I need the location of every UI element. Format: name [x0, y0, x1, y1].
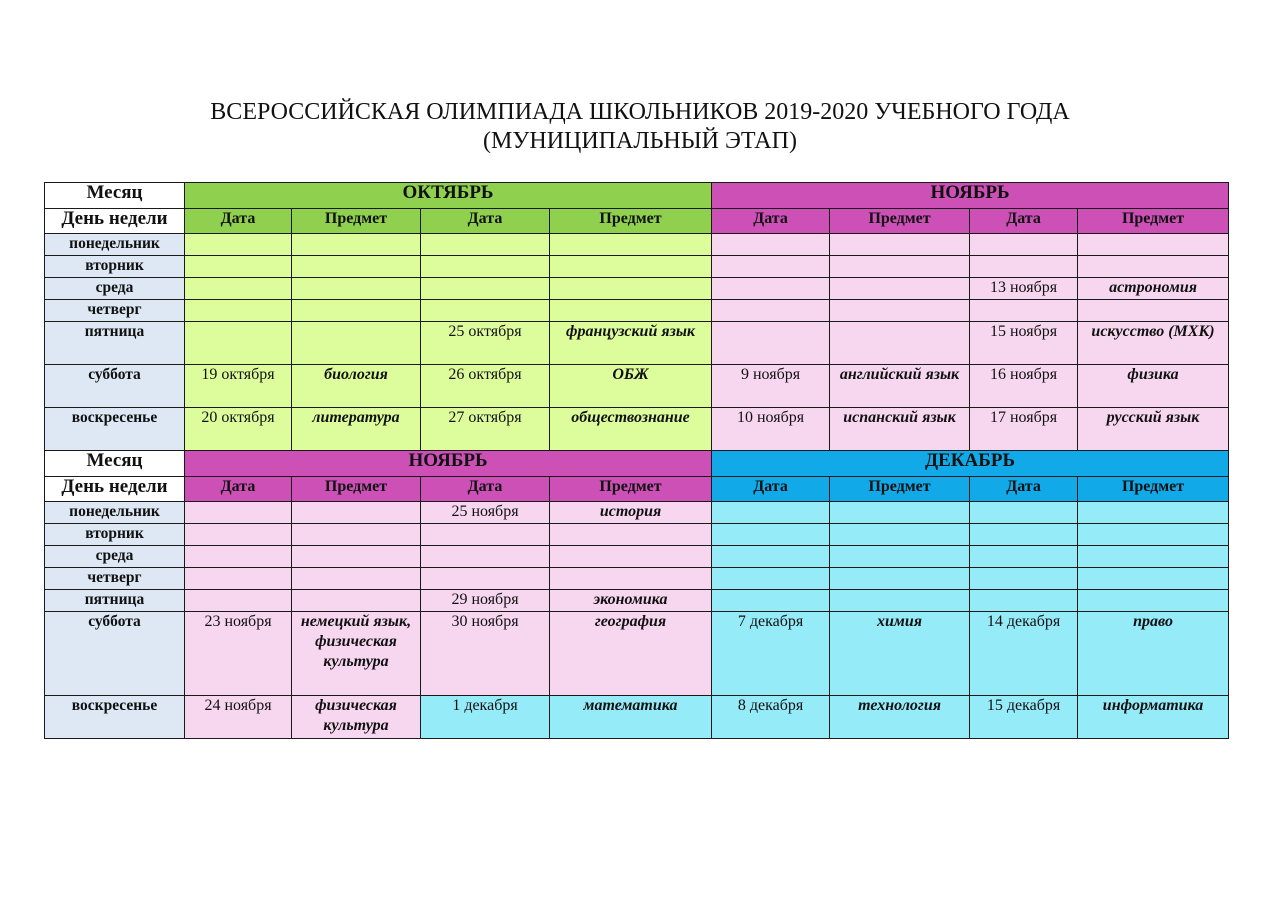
subject-cell: [830, 502, 970, 524]
subject-cell: [1078, 524, 1229, 546]
date-cell: [185, 300, 292, 322]
subject-cell: [1078, 590, 1229, 612]
date-cell: [712, 568, 830, 590]
subject-cell: биология: [292, 365, 421, 408]
month-title: ОКТЯБРЬ: [185, 183, 712, 209]
date-column-header: Дата: [970, 477, 1078, 502]
weekday-cell: воскресенье: [45, 696, 185, 739]
subject-cell: физика: [1078, 365, 1229, 408]
subject-cell: [292, 256, 421, 278]
subject-cell: [830, 256, 970, 278]
subject-cell: литература: [292, 408, 421, 451]
date-column-header: Дата: [712, 477, 830, 502]
table-row: [45, 546, 1229, 568]
subject-cell: технология: [830, 696, 970, 739]
date-cell: 27 октября: [421, 408, 550, 451]
weekday-label: День недели: [45, 209, 185, 234]
date-cell: [185, 590, 292, 612]
schedule-body: [45, 183, 1229, 739]
subject-column-header: Предмет: [550, 209, 712, 234]
subject-cell: [550, 256, 712, 278]
date-cell: 8 декабря: [712, 696, 830, 739]
date-cell: [421, 300, 550, 322]
subject-cell: физическая культура: [292, 696, 421, 739]
date-cell: [421, 546, 550, 568]
subject-cell: [830, 568, 970, 590]
subject-cell: [550, 568, 712, 590]
date-cell: [970, 568, 1078, 590]
date-cell: [185, 256, 292, 278]
title-line-1: ВСЕРОССИЙСКАЯ ОЛИМПИАДА ШКОЛЬНИКОВ 2019-2020 УЧЕБНОГО ГОДА: [210, 99, 1070, 125]
subject-cell: [1078, 502, 1229, 524]
subject-column-header: Предмет: [550, 477, 712, 502]
date-cell: 24 ноября: [185, 696, 292, 739]
subject-cell: французский язык: [550, 322, 712, 365]
weekday-cell: суббота: [45, 365, 185, 408]
subject-cell: [1078, 256, 1229, 278]
subject-cell: [292, 590, 421, 612]
date-cell: [712, 256, 830, 278]
date-cell: 30 ноября: [421, 612, 550, 696]
month-title: НОЯБРЬ: [712, 183, 1229, 209]
subject-cell: [292, 546, 421, 568]
date-cell: [970, 256, 1078, 278]
block2-month-row: [45, 451, 1229, 477]
block1-column-header-row: [45, 209, 1229, 234]
subject-cell: [1078, 300, 1229, 322]
table-row: [45, 234, 1229, 256]
date-cell: [970, 234, 1078, 256]
subject-cell: [1078, 234, 1229, 256]
subject-column-header: Предмет: [292, 209, 421, 234]
subject-cell: немецкий язык, физическая культура: [292, 612, 421, 696]
date-cell: [712, 300, 830, 322]
date-cell: 9 ноября: [712, 365, 830, 408]
subject-column-header: Предмет: [830, 209, 970, 234]
date-cell: [185, 234, 292, 256]
date-cell: [185, 524, 292, 546]
subject-cell: [292, 278, 421, 300]
table-row: [45, 300, 1229, 322]
month-label: Месяц: [45, 451, 185, 477]
date-cell: [421, 256, 550, 278]
block2-column-header-row: [45, 477, 1229, 502]
subject-cell: право: [1078, 612, 1229, 696]
subject-cell: [550, 300, 712, 322]
date-cell: 15 декабря: [970, 696, 1078, 739]
table-row: [45, 408, 1229, 451]
weekday-label: День недели: [45, 477, 185, 502]
subject-cell: [830, 590, 970, 612]
subject-cell: [1078, 568, 1229, 590]
date-cell: 19 октября: [185, 365, 292, 408]
subject-cell: [292, 322, 421, 365]
weekday-cell: среда: [45, 546, 185, 568]
table-row: [45, 568, 1229, 590]
table-row: [45, 256, 1229, 278]
month-label: Месяц: [45, 183, 185, 209]
subject-cell: [1078, 546, 1229, 568]
date-cell: [185, 502, 292, 524]
subject-cell: [830, 278, 970, 300]
subject-cell: обществознание: [550, 408, 712, 451]
subject-cell: русский язык: [1078, 408, 1229, 451]
date-cell: [185, 546, 292, 568]
date-column-header: Дата: [185, 477, 292, 502]
table-row: [45, 612, 1229, 696]
subject-cell: [550, 546, 712, 568]
subject-cell: математика: [550, 696, 712, 739]
date-cell: [970, 546, 1078, 568]
subject-cell: информатика: [1078, 696, 1229, 739]
date-cell: 14 декабря: [970, 612, 1078, 696]
date-cell: [421, 568, 550, 590]
subject-cell: [550, 524, 712, 546]
page-title: [0, 98, 1280, 156]
weekday-cell: среда: [45, 278, 185, 300]
date-column-header: Дата: [970, 209, 1078, 234]
date-cell: 23 ноября: [185, 612, 292, 696]
date-cell: [185, 322, 292, 365]
subject-cell: [292, 300, 421, 322]
month-title: ДЕКАБРЬ: [712, 451, 1229, 477]
weekday-cell: вторник: [45, 524, 185, 546]
subject-cell: экономика: [550, 590, 712, 612]
subject-cell: [830, 524, 970, 546]
date-cell: [712, 278, 830, 300]
weekday-cell: понедельник: [45, 234, 185, 256]
table-row: [45, 365, 1229, 408]
subject-cell: английский язык: [830, 365, 970, 408]
table-row: [45, 502, 1229, 524]
date-cell: 13 ноября: [970, 278, 1078, 300]
month-title: НОЯБРЬ: [185, 451, 712, 477]
subject-cell: [550, 234, 712, 256]
table-row: [45, 590, 1229, 612]
date-column-header: Дата: [421, 209, 550, 234]
date-cell: [712, 322, 830, 365]
table-row: [45, 524, 1229, 546]
date-cell: [970, 590, 1078, 612]
subject-column-header: Предмет: [1078, 209, 1229, 234]
subject-cell: астрономия: [1078, 278, 1229, 300]
weekday-cell: воскресенье: [45, 408, 185, 451]
date-cell: 29 ноября: [421, 590, 550, 612]
date-cell: 25 октября: [421, 322, 550, 365]
subject-cell: ОБЖ: [550, 365, 712, 408]
weekday-cell: вторник: [45, 256, 185, 278]
date-cell: [421, 234, 550, 256]
subject-cell: история: [550, 502, 712, 524]
date-cell: 1 декабря: [421, 696, 550, 739]
title-line-2: (МУНИЦИПАЛЬНЫЙ ЭТАП): [483, 128, 797, 154]
weekday-cell: четверг: [45, 300, 185, 322]
subject-cell: география: [550, 612, 712, 696]
weekday-cell: суббота: [45, 612, 185, 696]
date-cell: 17 ноября: [970, 408, 1078, 451]
date-cell: [712, 502, 830, 524]
subject-cell: [292, 234, 421, 256]
date-cell: 15 ноября: [970, 322, 1078, 365]
date-cell: [712, 524, 830, 546]
date-column-header: Дата: [185, 209, 292, 234]
date-cell: [421, 278, 550, 300]
date-cell: [185, 278, 292, 300]
schedule-table: [44, 182, 1229, 739]
date-cell: 10 ноября: [712, 408, 830, 451]
table-row: [45, 322, 1229, 365]
subject-cell: испанский язык: [830, 408, 970, 451]
date-cell: [712, 590, 830, 612]
weekday-cell: пятница: [45, 590, 185, 612]
date-cell: 16 ноября: [970, 365, 1078, 408]
date-cell: [421, 524, 550, 546]
date-cell: 7 декабря: [712, 612, 830, 696]
subject-cell: химия: [830, 612, 970, 696]
subject-cell: [830, 300, 970, 322]
table-row: [45, 696, 1229, 739]
date-cell: [970, 300, 1078, 322]
subject-cell: искусство (МХК): [1078, 322, 1229, 365]
subject-cell: [830, 322, 970, 365]
date-cell: [185, 568, 292, 590]
subject-column-header: Предмет: [292, 477, 421, 502]
date-cell: 26 октября: [421, 365, 550, 408]
date-column-header: Дата: [421, 477, 550, 502]
subject-cell: [292, 568, 421, 590]
date-cell: [712, 546, 830, 568]
subject-cell: [550, 278, 712, 300]
weekday-cell: пятница: [45, 322, 185, 365]
subject-cell: [292, 502, 421, 524]
date-cell: [712, 234, 830, 256]
subject-cell: [292, 524, 421, 546]
weekday-cell: четверг: [45, 568, 185, 590]
subject-cell: [830, 546, 970, 568]
date-column-header: Дата: [712, 209, 830, 234]
date-cell: 20 октября: [185, 408, 292, 451]
subject-column-header: Предмет: [830, 477, 970, 502]
subject-cell: [830, 234, 970, 256]
date-cell: 25 ноября: [421, 502, 550, 524]
block1-month-row: [45, 183, 1229, 209]
weekday-cell: понедельник: [45, 502, 185, 524]
date-cell: [970, 524, 1078, 546]
date-cell: [970, 502, 1078, 524]
subject-column-header: Предмет: [1078, 477, 1229, 502]
table-row: [45, 278, 1229, 300]
